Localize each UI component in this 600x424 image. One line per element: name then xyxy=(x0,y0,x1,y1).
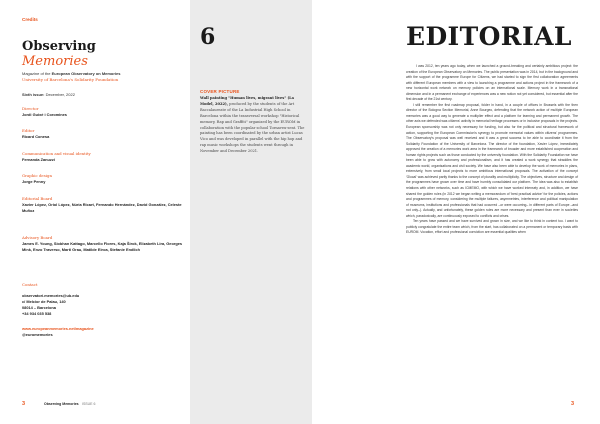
footer-title-text: Observing Memories xyxy=(44,402,79,406)
cover-picture-description: produced by the students of the Art Baccalaureate of the La Industrial High School in Barcelona within the transversal workshop "Historical memory, Rap and Graffiti" organized by the EUROM in collaboration with the popular school Tornaveu-sent. The painting has been coordinated by the urban artist Lucas Vico and was developed in parallel with the hip hop and rap music workshops the students went through in November and December 2021. xyxy=(200,101,305,154)
issue-label: Sixth issue: xyxy=(22,92,45,97)
cover-picture-title: Wall painting "Human lives, migrant lives" (La Model, 2022), xyxy=(200,96,294,106)
editorial-title: EDITORIAL xyxy=(406,22,572,51)
editorial-paragraph: I still remember the first roadmap proposal, folder in hand, in a couple of offices in Brussels with the then director of the Bologna Section Memorial, Anne Bourgeo, defending that the network action of multiple European memories was a good way to generate a multiplier effect and a platform for learning and permanent growth. The other axis we defended was citizens' activity in memorial heritage processes or in inclusive proposals in the projects. European sponsorship was not only necessary for funding, but also for the political and structural framework of action, supporting the European Commission's synergy to promote memorial values within citizens' programmes. The Observatory's proposal was well received and it was a great success to be able to coordinate it from the Solidarity Foundation of the University of Barcelona. The director of the foundation, Xavier López, immediately approved the creation of a memories work area in the framework of broader and more established cooperation and human rights projects such as those conducted by the university foundation. With the Solidarity Foundation we have been able to grow with autonomy and professionalism, and it has created a work synergy that straddles the academic world, organisations and civil society. We have also been able to develop the work of memories in plans, extensively, from small local projects to more ambitious international proposals. The activation of the concept 'Glocal' was achieved partly thanks to the concept of plurality and multiplicity. The objectives, structure and design of the programmes have grown over time and have humbly consolidated our platform. The idea was also to establish relations with other networks, such as ICMEMO, with which we have worked intensely and, in addition, we have shared the golden rules (in 2012 we began writing a memorandum of 'best practical advice' for the policies, actions and programmes of memory, considering the multiple failures, asymmetries, interference and political manipulation of museums, institutions and professionals that had occurred –or were occurring– in different parts of Europe –and not only–). Actually, and unfortunately, these golden rules are more necessary and present than ever in societies which, paradoxically, are continuously exposed to conflicts and crises. xyxy=(406,102,578,218)
credit-graphic-design xyxy=(22,173,187,185)
contact-links xyxy=(22,326,94,338)
credit-editor xyxy=(22,128,187,140)
middle-page xyxy=(190,0,312,424)
issue-number: 6 xyxy=(200,24,216,50)
issue-line xyxy=(22,92,75,97)
page-number-right: 3 xyxy=(571,401,575,407)
subtitle-prefix: Magazine of the xyxy=(22,71,52,76)
page-number-left: 3 xyxy=(22,401,26,407)
credit-contact xyxy=(22,276,187,322)
subtitle-bold: European Observatory on Memories xyxy=(51,71,121,76)
credit-names: Ricard Conesa xyxy=(22,133,50,139)
website-link[interactable]: www.europeanmemories.net/magazine xyxy=(22,326,94,331)
credit-names: Fernanda Zanuzzi xyxy=(22,156,55,162)
credit-role: Contact xyxy=(22,281,38,287)
credit-role: Director xyxy=(22,106,39,111)
credit-editorial-board xyxy=(22,196,187,213)
magazine-title-line2: Memories xyxy=(22,54,88,69)
credit-director xyxy=(22,106,187,118)
credit-role: Editorial Board xyxy=(22,196,53,201)
credit-names: Jorge Penny xyxy=(22,178,46,184)
credits-tag: Credits xyxy=(22,17,38,22)
editorial-body xyxy=(406,64,578,236)
credit-names: Xavier López, Oriol López, Núria Ricart, Fernando Hernández, David González, Celeste Muñoz xyxy=(22,201,182,213)
subtitle-line2: University of Barcelona's Solidarity Foundation xyxy=(22,76,119,82)
editorial-paragraph: Ten years have passed and we have survived and grown in size, and we like to think in content too. I want to publicly congratulate the entire team which, from the start, has collaborated on a permanent or temporary basis with EUROM. Vocation, effort and professional conviction are essential qualities when xyxy=(406,219,578,235)
credit-advisory-board xyxy=(22,235,187,252)
credit-names: James E. Young, Siobhan Kattago, Marcello Flores, Kaja Širok, Elizabeth Lira, Georges Mink, Enzo Traverso, Marti Grau, Matilde Eiroa, Stefanie Endlich xyxy=(22,240,183,252)
cover-picture-heading: COVER PICTURE xyxy=(200,89,240,94)
cover-picture-text xyxy=(200,96,308,155)
credit-role: Communication and visual identity xyxy=(22,151,91,156)
issue-value: December, 2022 xyxy=(44,92,75,97)
credit-names: observatori.memories@ub.edu c/ Melcior de Palau, 140 08014 – Barcelona +34 934 035 538 xyxy=(22,293,80,316)
magazine-title-line1: Observing xyxy=(22,39,96,54)
credit-names: Jordi Guixé i Coromines xyxy=(22,111,67,117)
credit-communication xyxy=(22,151,187,163)
magazine-subtitle xyxy=(22,71,182,83)
credit-role: Graphic design xyxy=(22,173,52,178)
credit-role: Editor xyxy=(22,128,35,133)
footer-magazine-title xyxy=(44,402,79,406)
credit-role: Advisory Board xyxy=(22,235,53,240)
twitter-handle[interactable]: @euromemories xyxy=(22,331,53,337)
footer-issue: ISSUE 6 xyxy=(82,402,96,406)
editorial-paragraph: I was 2012, ten years ago today, when we launched a ground-breaking and certainly ambitious project: the creation of the European Observatory on Memories. The public presentation was in 2014, but in the background and with the support of the programme Europe for Citizens, we had started to sign the first collaboration agreements with different European members with a view to launching a programme and actions project in the framework of a new horizontal work network on memory policies on an international scale. Memory work in a transnational dimension and in a permanent exchange of experiences was a new notion not yet considered, but essential after the first decade of the 21st century. xyxy=(406,64,578,102)
